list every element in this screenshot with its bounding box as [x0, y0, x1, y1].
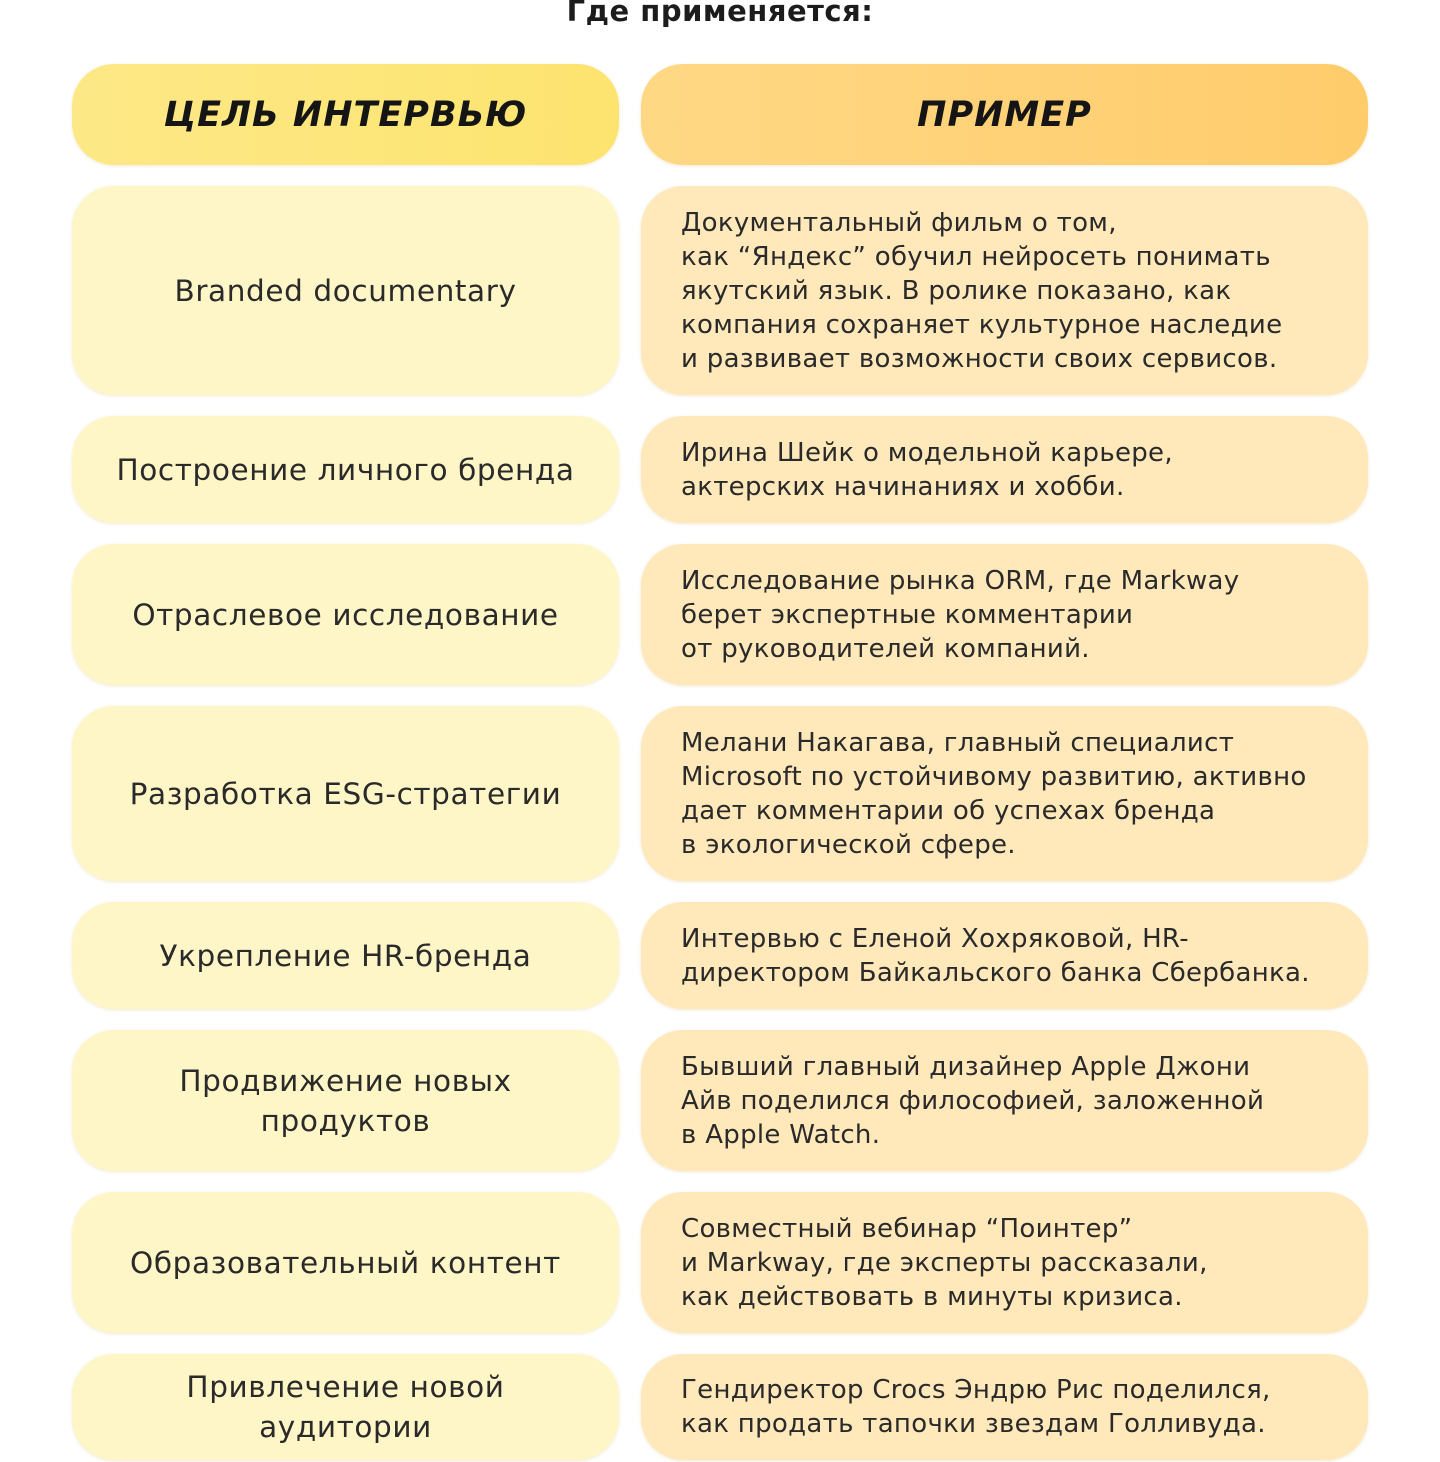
- example-cell: [641, 706, 1368, 881]
- goal-text: Branded documentary: [174, 273, 517, 308]
- example-cell: [641, 186, 1368, 395]
- example-text: Совместный вебинар “Поинтер” и Markway, где эксперты рассказали, как действовать в минуты кризиса.: [681, 1213, 1208, 1312]
- example-cell: [641, 1354, 1368, 1460]
- example-column-header: [641, 64, 1368, 165]
- goal-cell: [72, 902, 619, 1009]
- example-text: Ирина Шейк о модельной карьере, актерских начинаниях и хобби.: [681, 437, 1173, 502]
- example-text: Документальный фильм о том, как “Яндекс” обучил нейросеть понимать якутский язык. В ролике показано, как компания сохраняет культурное наследие и развивает возможности своих сервисов.: [681, 207, 1283, 374]
- goal-cell: [72, 1354, 619, 1460]
- goal-text: Продвижение новых продуктов: [179, 1063, 512, 1138]
- example-text: Интервью с Еленой Хохряковой, HR- директором Байкальского банка Сбербанка.: [681, 923, 1310, 988]
- goal-cell: [72, 706, 619, 881]
- goal-column-header: [72, 64, 619, 165]
- goal-column-header-label: ЦЕЛЬ ИНТЕРВЬЮ: [163, 94, 528, 135]
- example-cell: [641, 902, 1368, 1009]
- goal-cell: [72, 416, 619, 523]
- goal-cell: [72, 1192, 619, 1333]
- example-column-header-label: ПРИМЕР: [917, 94, 1092, 135]
- example-text: Мелани Накагава, главный специалист Microsoft по устойчивому развитию, активно дает комментарии об успехах бренда в экологической сфере.: [681, 727, 1307, 860]
- example-text: Бывший главный дизайнер Apple Джони Айв поделился философией, заложенной в Apple Watch.: [681, 1051, 1265, 1150]
- example-cell: [641, 1030, 1368, 1171]
- page-title: Где применяется:: [566, 0, 874, 28]
- example-cell: [641, 544, 1368, 685]
- goal-text: Разработка ESG-стратегии: [129, 776, 562, 811]
- goal-text: Укрепление HR-бренда: [159, 938, 532, 973]
- goal-cell: [72, 544, 619, 685]
- goal-text: Привлечение новой аудитории: [186, 1370, 505, 1444]
- example-cell: [641, 416, 1368, 523]
- example-text: Исследование рынка ORM, где Markway берет экспертные комментарии от руководителей компаний.: [681, 565, 1240, 664]
- goal-text: Отраслевое исследование: [132, 597, 559, 632]
- example-text: Гендиректор Crocs Эндрю Рис поделился, как продать тапочки звездам Голливуда.: [681, 1375, 1271, 1439]
- goal-text: Построение личного бренда: [116, 452, 575, 487]
- goal-cell: [72, 1030, 619, 1171]
- example-cell: [641, 1192, 1368, 1333]
- goal-cell: [72, 186, 619, 395]
- goal-text: Образовательный контент: [130, 1245, 561, 1280]
